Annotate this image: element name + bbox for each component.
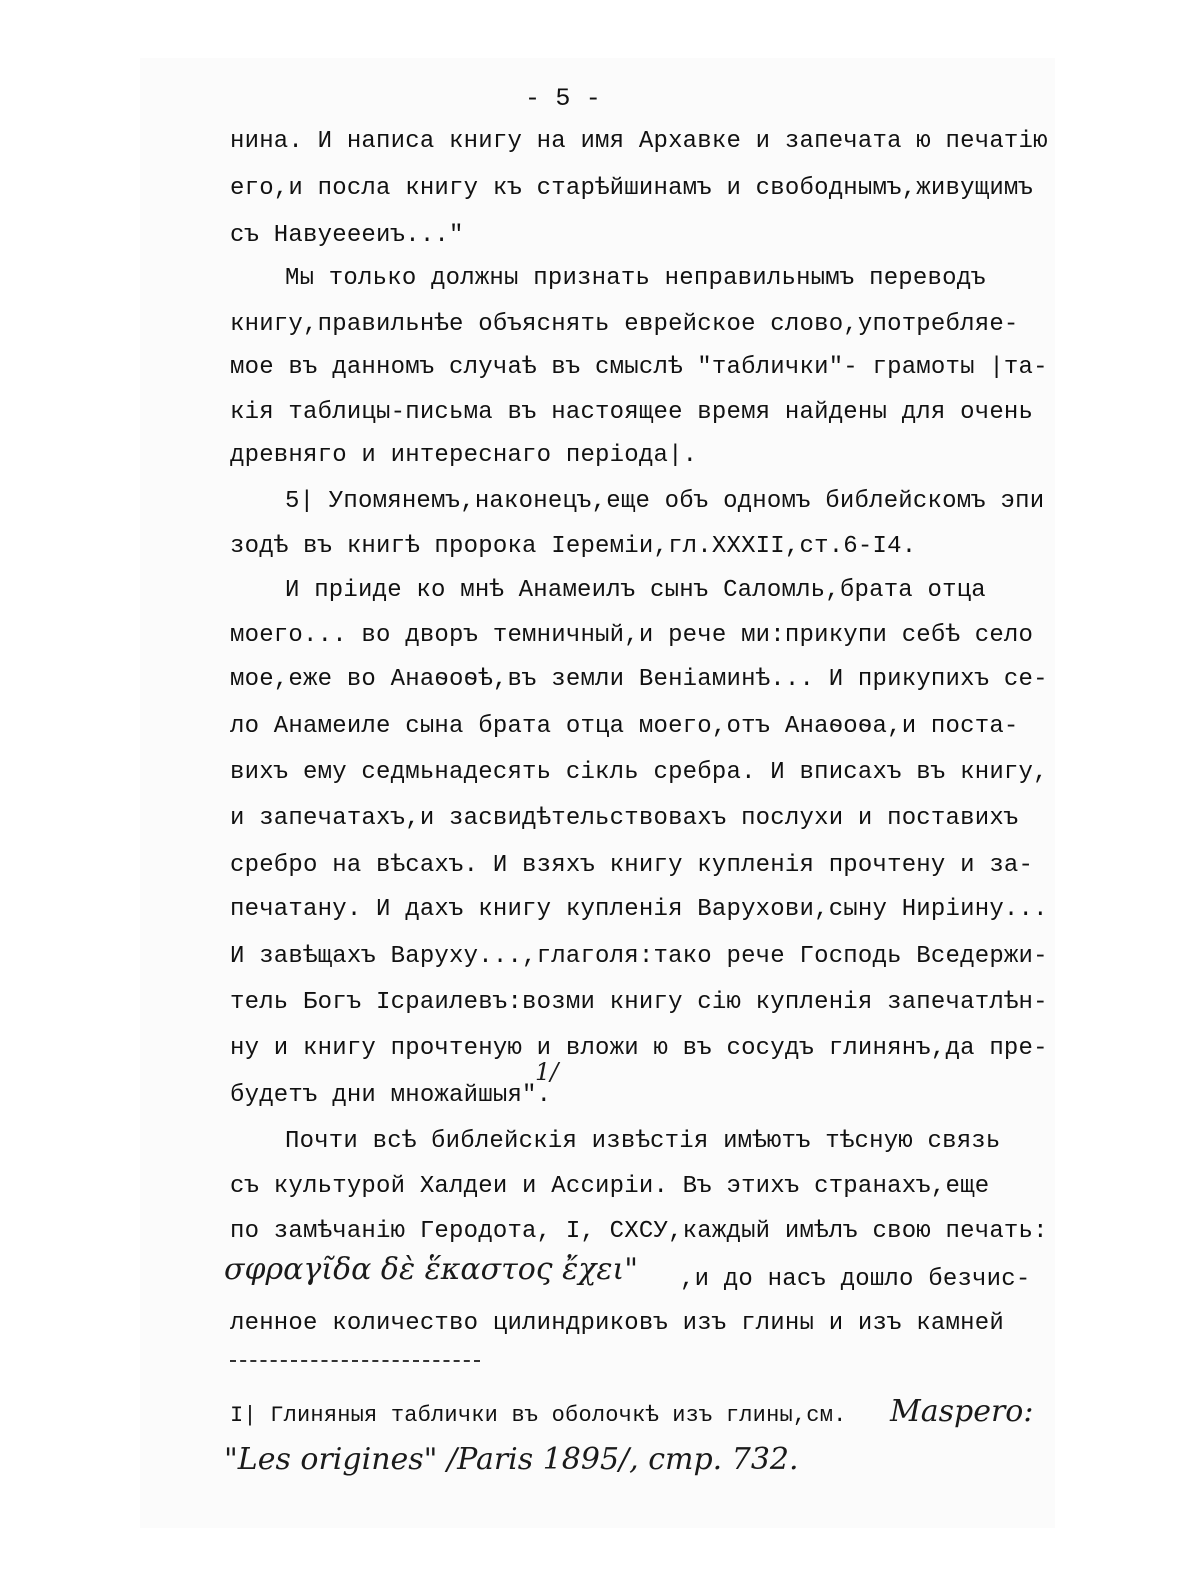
text-line: моего... во дворъ темничный,и рече ми:прикупи себѣ село (230, 622, 1034, 649)
text-line: печатану. И дахъ книгу купленiя Варухови,сыну Нирiину... (230, 896, 1048, 923)
text-line: древняго и интереснаго перiода|. (230, 442, 698, 469)
text-line: нина. И написа книгу на имя Архавке и запечата ю печатiю (230, 128, 1048, 155)
text-line: съ культурой Халдеи и Ассирiи. Въ этихъ странахъ,еще (230, 1173, 990, 1200)
footnote-separator (230, 1360, 480, 1362)
text-line: И прiиде ко мнѣ Анамеилъ сынъ Саломль,брата отца (285, 577, 986, 604)
text-line: Мы только должны признать неправильнымъ переводъ (285, 265, 986, 292)
text-line: ло Анамеиле сына брата отца моего,отъ Анаѳоѳа,и поста- (230, 713, 1019, 740)
text-line: ,и до насъ дошло безчис- (680, 1266, 1031, 1293)
text-line: по замѣчанiю Геродота, I, СХСУ,каждый имѣлъ свою печать: (230, 1218, 1048, 1245)
text-line: зодѣ въ книгѣ пророка Iеремiи,гл.XXXII,ст.6-I4. (230, 533, 917, 560)
text-line: ну и книгу прочтеную и вложи ю въ сосудъ глинянъ,да пре- (230, 1035, 1048, 1062)
text-line: и запечатахъ,и засвидѣтельствовахъ послухи и поставихъ (230, 805, 1019, 832)
text-line: мое въ данномъ случаѣ въ смыслѣ "таблички"- грамоты |та- (230, 354, 1048, 381)
text-line: ленное количество цилиндриковъ изъ глины и изъ камней (230, 1310, 1004, 1337)
text-line: Почти всѣ библейскiя извѣстiя имѣютъ тѣсную связь (285, 1128, 1001, 1155)
handwritten-greek-quote: σφραγῖδα δὲ ἕκαστος ἔχει" (224, 1252, 639, 1287)
text-line: тель Богъ Iсраилевъ:возми книгу сiю купленiя запечатлѣн- (230, 989, 1048, 1016)
text-line: 5| Упомянемъ,наконецъ,еще объ одномъ библейскомъ эпи (285, 488, 1045, 515)
footnote-text: I| Глиняныя таблички въ оболочкѣ изъ глины,см. (230, 1403, 847, 1428)
text-line: его,и посла книгу къ старѣйшинамъ и свободнымъ,живущимъ (230, 175, 1034, 202)
footnote-handwritten-author: Maspero: (890, 1394, 1034, 1429)
text-line: И завѣщахъ Варуху...,глаголя:тако рече Господь Вседержи- (230, 943, 1048, 970)
text-line: вихъ ему седмьнадесять сiкль сребра. И вписахъ въ книгу, (230, 759, 1048, 786)
footnote-handwritten-source: "Les origines" /Paris 1895/, стр. 732. (224, 1442, 799, 1477)
text-line: мое,еже во Анаѳоѳѣ,въ земли Венiаминѣ... И прикупихъ се- (230, 666, 1048, 693)
text-line: будетъ дни множайшыя". (230, 1082, 552, 1109)
footnote-marker: 1/ (535, 1058, 559, 1086)
text-line: сребро на вѣсахъ. И взяхъ книгу купленiя прочтену и за- (230, 852, 1034, 879)
text-line: кiя таблицы-письма въ настоящее время найдены для очень (230, 399, 1034, 426)
page-number: - 5 - (525, 84, 602, 113)
text-line: съ Навуеееиъ..." (230, 222, 464, 249)
text-line: книгу,правильнѣе объяснять еврейское слово,употребляе- (230, 311, 1019, 338)
